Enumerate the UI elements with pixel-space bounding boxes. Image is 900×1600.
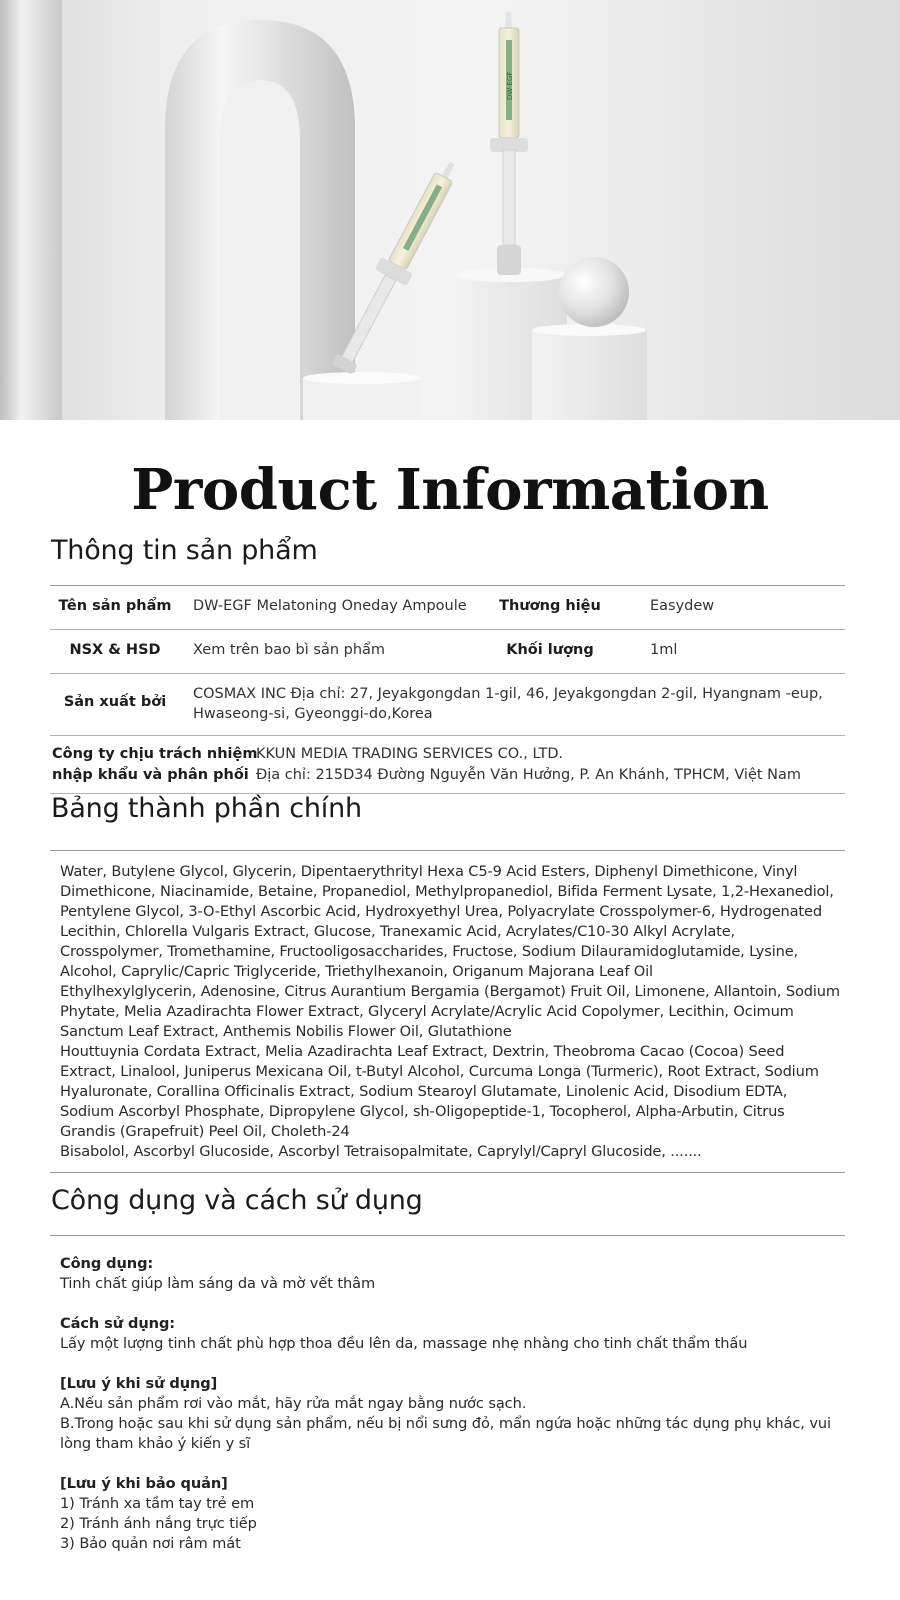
ingredients-top-divider <box>50 850 845 851</box>
table-row <box>50 630 845 674</box>
storage-block <box>60 1474 850 1554</box>
brand-label: Thương hiệu <box>499 598 601 614</box>
importer-address: Địa chỉ: 215D34 Đường Nguyễn Văn Hưởng, P. An Khánh, TPHCM, Việt Nam <box>256 767 802 783</box>
usage-section-heading: Công dụng và cách sử dụng <box>51 1185 423 1216</box>
table-row <box>50 674 845 736</box>
syringe-print: DW-EGF <box>506 71 514 100</box>
product-info-table <box>50 586 845 794</box>
caution-item: A.Nếu sản phẩm rơi vào mắt, hãy rửa mắt ngay bằng nước sạch. <box>60 1395 527 1412</box>
product-name-value: DW-EGF Melatoning Oneday Ampoule <box>193 598 467 614</box>
page-title: Product Information <box>131 457 769 523</box>
storage-item: 2) Tránh ánh nắng trực tiếp <box>60 1515 257 1532</box>
ingredients-section-heading: Bảng thành phần chính <box>51 793 362 824</box>
howto-block <box>60 1314 850 1354</box>
volume-label: Khối lượng <box>506 642 594 658</box>
manufacturer-value: COSMAX INC Địa chỉ: 27, Jeyakgongdan 1-gil, 46, Jeyakgongdan 2-gil, Hyangnam -eup, Hwaseong-si, Gyeonggi-do,Korea <box>193 686 823 722</box>
importer-label <box>52 744 257 786</box>
importer-value <box>256 744 801 786</box>
product-photo-icon <box>0 0 900 420</box>
manufacturer-label: Sản xuất bởi <box>63 694 167 710</box>
ingredients-paragraph: Ethylhexylglycerin, Adenosine, Citrus Aurantium Bergamia (Bergamot) Fruit Oil, Limonene, Allantoin, Sodium Phytate, Melia Azadirachta Flower Extract, Glyceryl Acrylate/Acrylic Acid Copolymer, Lecithin, Ocimum Sanctum Leaf Extract, Anthemis Nobilis Flower Oil, Glutathione <box>60 983 840 1040</box>
volume-value: 1ml <box>650 642 678 658</box>
mfg-exp-value: Xem trên bao bì sản phẩm <box>193 642 386 658</box>
importer-company: KKUN MEDIA TRADING SERVICES CO., LTD. <box>256 746 564 762</box>
ingredients-paragraph: Water, Butylene Glycol, Glycerin, Dipentaerythrityl Hexa C5-9 Acid Esters, Diphenyl Dimethicone, Vinyl Dimethicone, Niacinamide, Betaine, Propanediol, Methylpropanediol, Bifida Ferment Lysate, 1,2-Hexanediol, Pentylene Glycol, 3-O-Ethyl Ascorbic Acid, Hydroxyethyl Urea, Polyacrylate Crosspolymer-6, Hydrogenated Lecithin, Chlorella Vulgaris Extract, Glucose, Tranexamic Acid, Acrylates/C10-30 Alkyl Acrylate, Crosspolymer, Tromethamine, Fructooligosaccharides, Fructose, Sodium Dilauramidoglutamide, Lysine, Alcohol, Caprylic/Capric Triglyceride, Triethylhexanoin, Origanum Majorana Leaf Oil <box>60 863 834 980</box>
caution-heading: [Lưu ý khi sử dụng] <box>60 1375 218 1392</box>
table-row <box>50 736 845 794</box>
importer-label-line2: nhập khẩu và phân phối <box>52 767 249 783</box>
ingredients-bottom-divider <box>50 1172 845 1173</box>
caution-item: B.Trong hoặc sau khi sử dụng sản phẩm, nếu bị nổi sưng đỏ, mẩn ngứa hoặc những tác dụng phụ khác, vui lòng tham khảo ý kiến y sĩ <box>60 1415 832 1452</box>
howto-text: Lấy một lượng tinh chất phù hợp thoa đều lên da, massage nhẹ nhàng cho tinh chất thẩm thấu <box>60 1335 748 1352</box>
info-section-heading: Thông tin sản phẩm <box>51 535 318 566</box>
storage-item: 3) Bảo quản nơi râm mát <box>60 1535 241 1552</box>
storage-heading: [Lưu ý khi bảo quản] <box>60 1475 228 1492</box>
usage-content <box>60 1254 850 1574</box>
effect-heading: Công dụng: <box>60 1255 154 1272</box>
usage-top-divider <box>50 1235 845 1236</box>
ingredients-list <box>60 862 840 1162</box>
mfg-exp-label: NSX & HSD <box>69 642 161 658</box>
brand-value: Easydew <box>650 598 715 614</box>
storage-item: 1) Tránh xa tầm tay trẻ em <box>60 1495 255 1512</box>
ingredients-paragraph: Bisabolol, Ascorbyl Glucoside, Ascorbyl Tetraisopalmitate, Caprylyl/Capryl Glucoside, ....... <box>60 1143 702 1160</box>
ingredients-paragraph: Houttuynia Cordata Extract, Melia Azadirachta Leaf Extract, Dextrin, Theobroma Cacao (Cocoa) Seed Extract, Linalool, Juniperus Mexicana Oil, t-Butyl Alcohol, Curcuma Longa (Turmeric), Root Extract, Sodium Hyaluronate, Corallina Officinalis Extract, Sodium Stearoyl Glutamate, Linolenic Acid, Disodium EDTA, Sodium Ascorbyl Phosphate, Dipropylene Glycol, sh-Oligopeptide-1, Tocopherol, Alpha-Arbutin, Citrus Grandis (Grapefruit) Peel Oil, Choleth-24 <box>60 1043 819 1140</box>
effect-block <box>60 1254 850 1294</box>
caution-block <box>60 1374 850 1454</box>
hero-product-photo <box>0 0 900 420</box>
effect-text: Tinh chất giúp làm sáng da và mờ vết thâm <box>60 1275 376 1292</box>
howto-heading: Cách sử dụng: <box>60 1315 176 1332</box>
product-name-label: Tên sản phẩm <box>58 598 172 614</box>
table-row <box>50 586 845 630</box>
importer-label-line1: Công ty chịu trách nhiệm <box>52 746 258 762</box>
